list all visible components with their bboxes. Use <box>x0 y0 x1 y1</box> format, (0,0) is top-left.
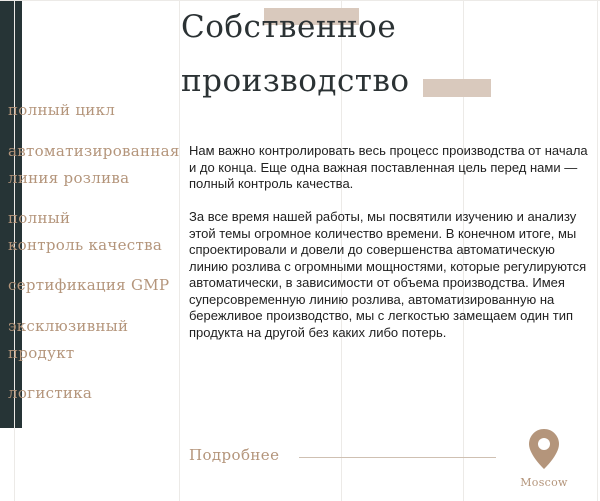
content-paragraph: Нам важно контролировать весь процесс производства от начала и до конца. Еще одна важная поставленная цель перед нами — полный контроль качества. <box>189 143 588 191</box>
page-title-line: Собственное <box>181 9 397 45</box>
sidebar-item-label: эксклюзивный <box>8 317 129 335</box>
page-title <box>181 0 410 108</box>
page-title-line: производство <box>181 63 410 99</box>
sidebar-item-label: логистика <box>8 384 93 402</box>
sidebar-item-quality-control[interactable] <box>8 205 162 259</box>
grid-line <box>179 0 180 501</box>
title-accent-block <box>423 79 491 97</box>
content-text <box>189 143 594 341</box>
sidebar-item-exclusive[interactable] <box>8 313 128 367</box>
sidebar-item-label: автоматизированная <box>8 142 180 160</box>
map-pin-icon <box>528 428 560 470</box>
sidebar-item-full-cycle[interactable] <box>8 97 115 124</box>
sidebar-item-label: контроль качества <box>8 236 163 254</box>
location-marker[interactable] <box>515 428 573 489</box>
sidebar-item-label: линия розлива <box>8 169 130 187</box>
sidebar-item-label: сертификация GMP <box>8 276 170 294</box>
sidebar-item-label: полный цикл <box>8 101 116 119</box>
sidebar-item-logistics[interactable] <box>8 380 92 407</box>
sidebar-item-label: полный <box>8 209 71 227</box>
grid-line <box>597 0 598 501</box>
location-label: Moscow <box>520 476 568 489</box>
more-link[interactable]: Подробнее <box>189 446 280 464</box>
content-paragraph: За все время нашей работы, мы посвятили изучению и анализу этой темы огромное количество времени. В конечном итоге, мы спроектировали и довели до совершенства автоматическую линию розлива с огромными мощностями, которые регулируются автоматически, в зависимости от объема производства. Имея суперсовременную линию розлива, автоматизированную на бережливое производство, мы с легкостью замещаем один тип продукта на другой без каких либо потерь. <box>189 209 587 340</box>
more-link-line <box>299 457 496 458</box>
sidebar-item-gmp[interactable] <box>8 272 169 299</box>
sidebar-item-automated-line[interactable] <box>8 138 180 192</box>
sidebar-item-label: продукт <box>8 344 75 362</box>
